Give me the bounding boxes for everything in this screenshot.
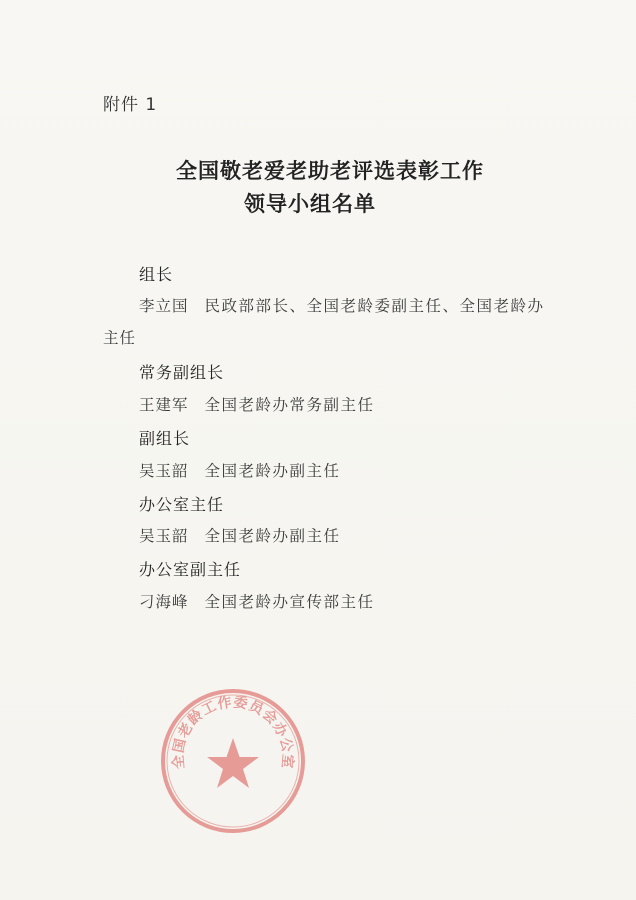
member-entry: [139, 294, 545, 316]
section-heading-office-deputy-director: 办公室副主任: [139, 560, 242, 579]
member-entry: [139, 459, 341, 481]
official-seal-icon: [158, 686, 308, 836]
member-name: 刁海峰: [139, 593, 189, 611]
member-entry: [139, 590, 375, 612]
section-heading-deputy-leader: 副组长: [139, 429, 191, 448]
section-heading-leader: 组长: [139, 265, 174, 284]
member-position: 全国老龄办副主任: [204, 462, 341, 480]
section-heading-executive-deputy-leader: 常务副组长: [139, 363, 225, 382]
member-name: 李立国: [139, 297, 189, 315]
member-entry: [139, 393, 375, 415]
member-name: 吴玉韶: [139, 462, 189, 480]
member-position-continuation: 主任: [103, 329, 137, 347]
member-position: 全国老龄办常务副主任: [204, 396, 375, 414]
attachment-label: 附件 1: [103, 95, 158, 115]
section-heading-office-director: 办公室主任: [139, 495, 225, 514]
seal-text: 全国老龄工作委员会办公室: [170, 694, 296, 770]
document-title-line1: 全国敬老爱老助老评选表彰工作: [176, 158, 484, 183]
member-name: 王建军: [139, 396, 189, 414]
member-entry: [139, 524, 341, 546]
member-position: 民政部部长、全国老龄委副主任、全国老龄办: [204, 297, 545, 315]
member-position: 全国老龄办宣传部主任: [204, 593, 375, 611]
member-name: 吴玉韶: [139, 527, 189, 545]
document-title-line2: 领导小组名单: [244, 191, 376, 216]
member-position: 全国老龄办副主任: [204, 527, 341, 545]
